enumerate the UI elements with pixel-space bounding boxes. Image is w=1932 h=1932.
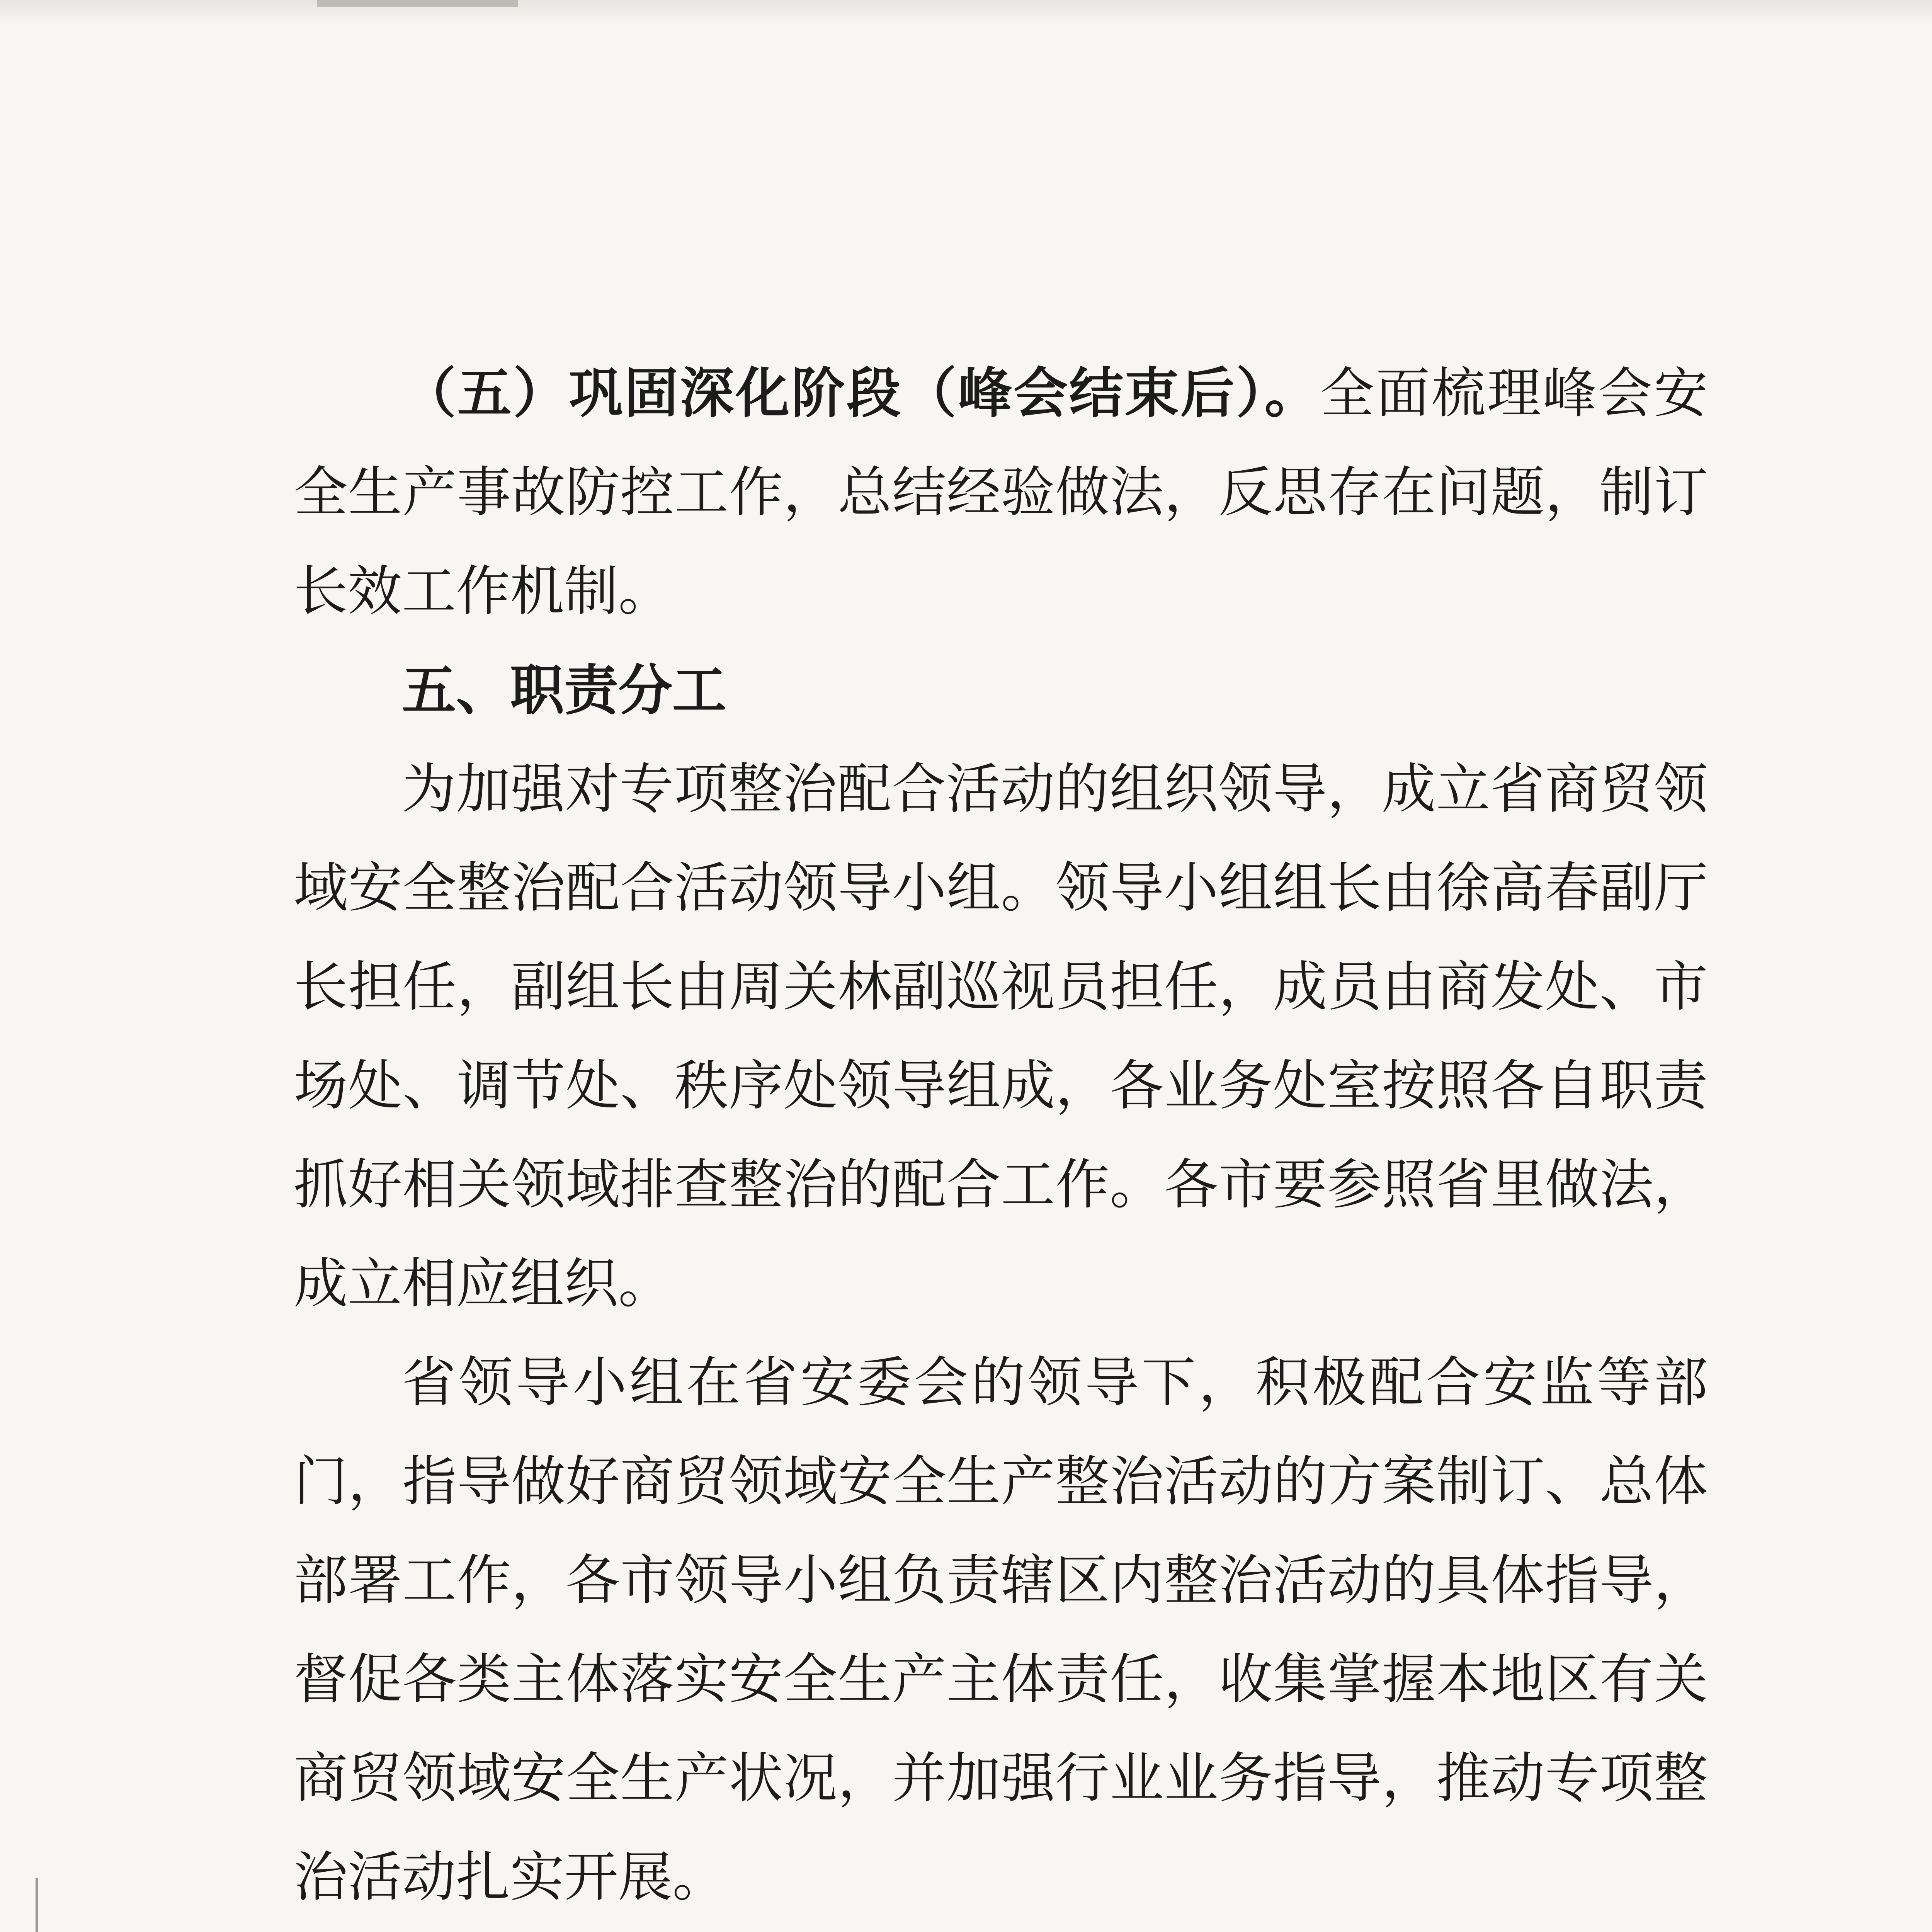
paragraph-consolidation-stage (294, 344, 1708, 641)
paragraph-text: 为加强对专项整治配合活动的组织领导，成立省商贸领域安全整治配合活动领导小组。领导小组组长由徐高春副厅长担任，副组长由周关林副巡视员担任，成员由商发处、市场处、调节处、秩序处领导组成，各业务处室按照各自职责抓好相关领域排查整治的配合工作。各市要参照省里做法，成立相应组织。 (294, 758, 1708, 1315)
paragraph-lead: （五）巩固深化阶段（峰会结束后）。 (402, 362, 1320, 425)
heading-work-requirements (294, 1927, 1708, 1932)
scan-binding-mark (317, 0, 518, 7)
scan-top-shadow (0, 0, 1932, 23)
paragraph-leading-group (294, 740, 1708, 1333)
document-body (294, 344, 1708, 1932)
paragraph-provincial-group (294, 1333, 1708, 1927)
paragraph-text: 全面梳理峰会安全生产事故防控工作，总结经验做法，反思存在问题，制订长效工作机制。 (294, 362, 1708, 623)
scan-left-edge-mark (36, 1878, 38, 1932)
paragraph-text: 省领导小组在省安委会的领导下，积极配合安监等部门，指导做好商贸领域安全生产整治活动的方案制订、总体部署工作，各市领导小组负责辖区内整治活动的具体指导，督促各类主体落实安全生产主体责任，收集掌握本地区有关商贸领域安全生产状况，并加强行业业务指导，推动专项整治活动扎实开展。 (294, 1351, 1708, 1909)
heading-responsibilities: 五、职责分工 (402, 659, 727, 722)
